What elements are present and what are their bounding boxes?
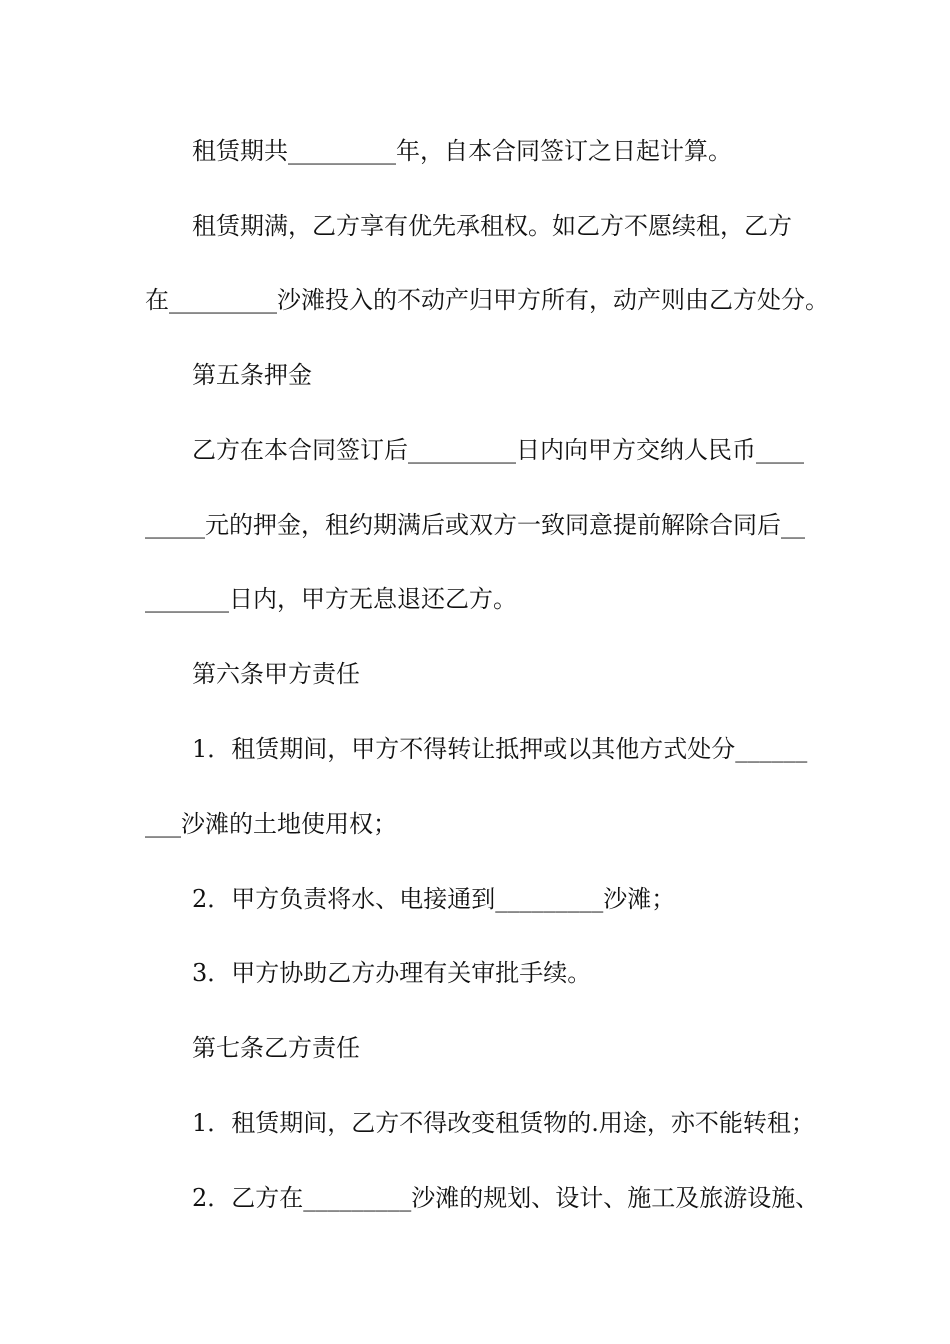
list-item-party-a-1-cont: ___沙滩的土地使用权； <box>145 810 397 838</box>
list-item-party-a-1: 1．租赁期间，甲方不得转让抵押或以其他方式处分______ <box>192 735 808 763</box>
list-item-party-a-2: 2．甲方负责将水、电接通到_________沙滩； <box>192 885 676 913</box>
heading-article-5: 第五条押金 <box>192 361 312 389</box>
paragraph-lease-expiry: 租赁期满，乙方享有优先承租权。如乙方不愿续租，乙方 <box>192 212 792 240</box>
paragraph-deposit-cont-1: _____元的押金，租约期满后或双方一致同意提前解除合同后__ <box>145 511 805 539</box>
paragraph-deposit: 乙方在本合同签订后_________日内向甲方交纳人民币____ <box>192 436 804 464</box>
list-item-party-b-2: 2．乙方在_________沙滩的规划、设计、施工及旅游设施、 <box>192 1184 820 1212</box>
heading-article-7: 第七条乙方责任 <box>192 1034 360 1062</box>
paragraph-lease-term: 租赁期共_________年，自本合同签订之日起计算。 <box>192 137 732 165</box>
heading-article-6: 第六条甲方责任 <box>192 660 360 688</box>
paragraph-deposit-cont-2: _______日内，甲方无息退还乙方。 <box>145 585 517 613</box>
paragraph-lease-expiry-cont: 在_________沙滩投入的不动产归甲方所有，动产则由乙方处分。 <box>145 286 829 314</box>
list-item-party-b-1: 1．租赁期间，乙方不得改变租赁物的.用途，亦不能转租； <box>192 1109 815 1137</box>
list-item-party-a-3: 3．甲方协助乙方办理有关审批手续。 <box>192 959 592 987</box>
